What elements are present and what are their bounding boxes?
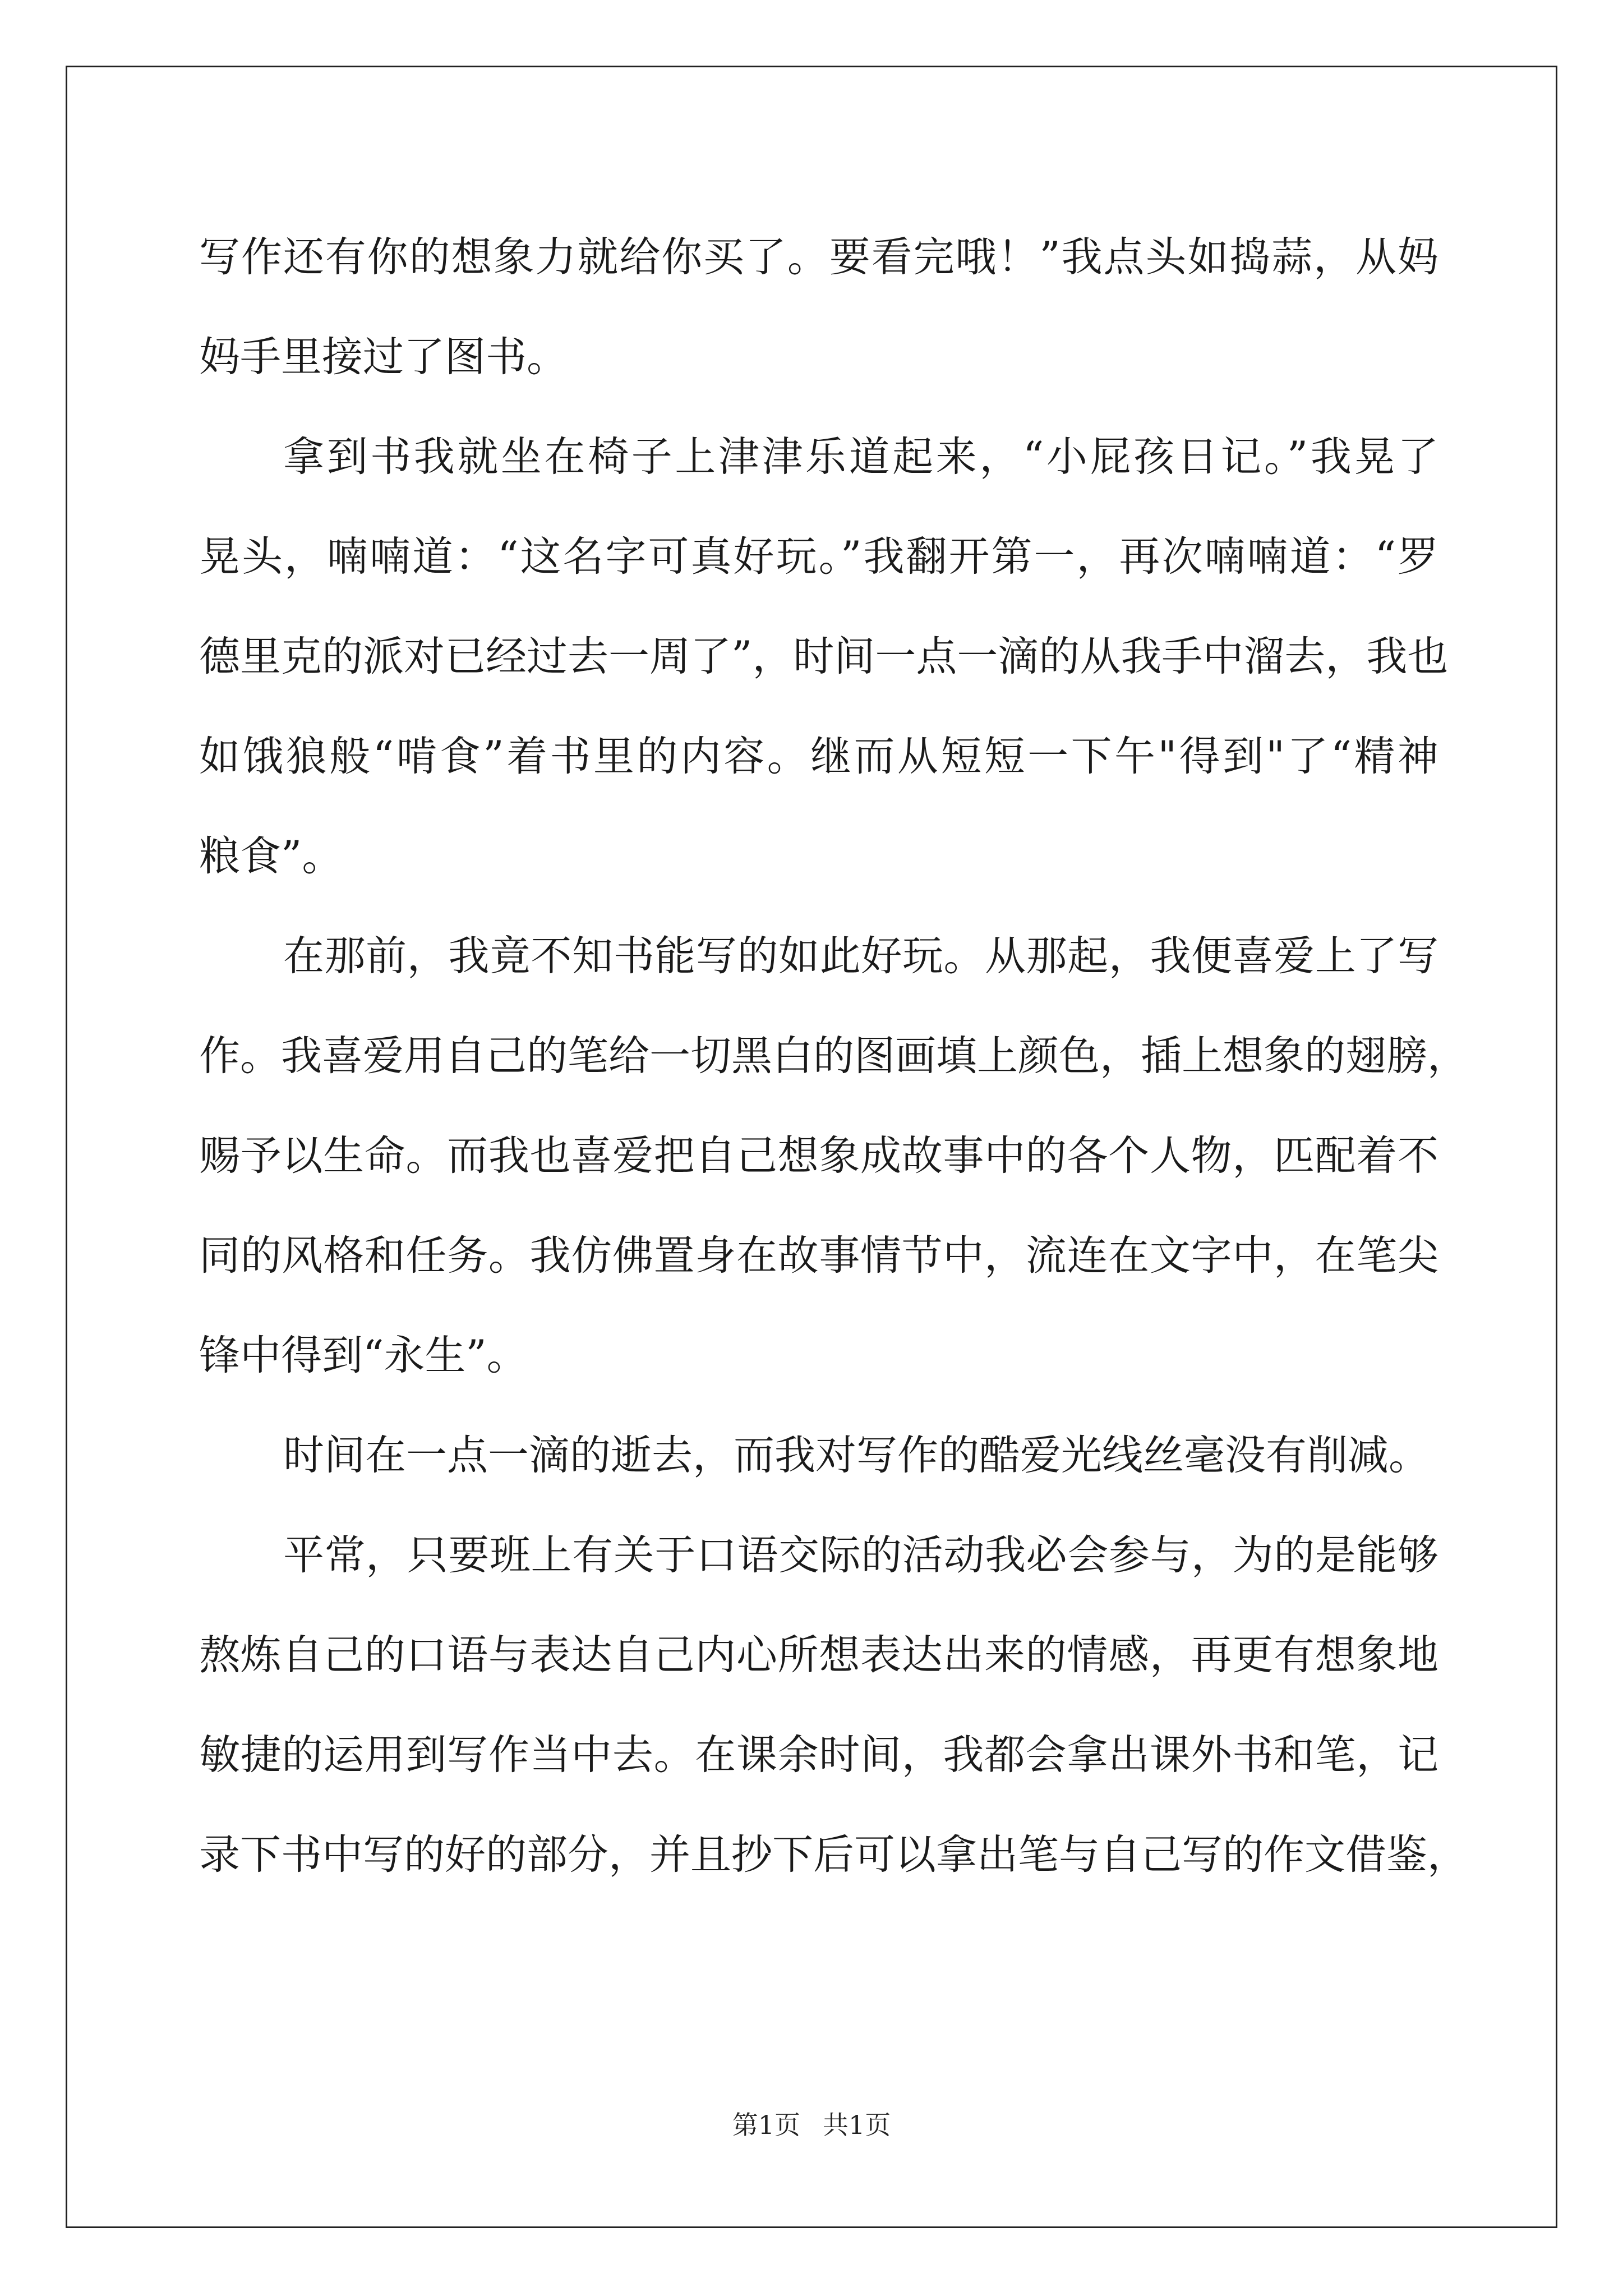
text-line: 如饿狼般“啃食”着书里的内容。继而从短短一下午"得到"了“精神 (199, 733, 1438, 780)
paragraph-first-line: 平常，只要班上有关于口语交际的活动我必会参与，为的是能够 (283, 1531, 1438, 1579)
text-line: 粮食”。 (199, 832, 343, 880)
text-line: 录下书中写的好的部分，并且抄下后可以拿出笔与自己写的作文借鉴， (199, 1831, 1468, 1879)
paragraph-first-line: 时间在一点一滴的逝去，而我对写作的酷爱光线丝毫没有削减。 (283, 1432, 1430, 1479)
paragraph-first-line: 在那前，我竟不知书能写的如此好玩。从那起，我便喜爱上了写 (283, 932, 1438, 980)
paragraph-first-line: 拿到书我就坐在椅子上津津乐道起来，“小屁孩日记。”我晃了 (283, 433, 1438, 481)
text-line: 锋中得到“永生”。 (199, 1332, 528, 1379)
body-text (199, 208, 1468, 1905)
text-line: 同的风格和任务。我仿佛置身在故事情节中，流连在文字中，在笔尖 (199, 1232, 1438, 1280)
text-line: 晃头，喃喃道：“这名字可真好玩。”我翻开第一，再次喃喃道：“罗 (199, 533, 1438, 581)
page-number: 第1页 (732, 2110, 800, 2140)
page-footer (0, 2108, 1623, 2142)
page-total: 共1页 (823, 2110, 891, 2140)
text-line: 赐予以生命。而我也喜爱把自己想象成故事中的各个人物，匹配着不 (199, 1132, 1438, 1180)
text-line: 妈手里接过了图书。 (199, 333, 568, 381)
text-line: 德里克的派对已经过去一周了”，时间一点一滴的从我手中溜去，我也 (199, 633, 1449, 680)
text-line: 熬炼自己的口语与表达自己内心所想表达出来的情感，再更有想象地 (199, 1631, 1438, 1679)
text-line: 作。我喜爱用自己的笔给一切黑白的图画填上颜色，插上想象的翅膀， (199, 1032, 1468, 1080)
text-line: 写作还有你的想象力就给你买了。要看完哦！”我点头如捣蒜，从妈 (199, 233, 1438, 281)
text-line: 敏捷的运用到写作当中去。在课余时间，我都会拿出课外书和笔，记 (199, 1731, 1438, 1779)
